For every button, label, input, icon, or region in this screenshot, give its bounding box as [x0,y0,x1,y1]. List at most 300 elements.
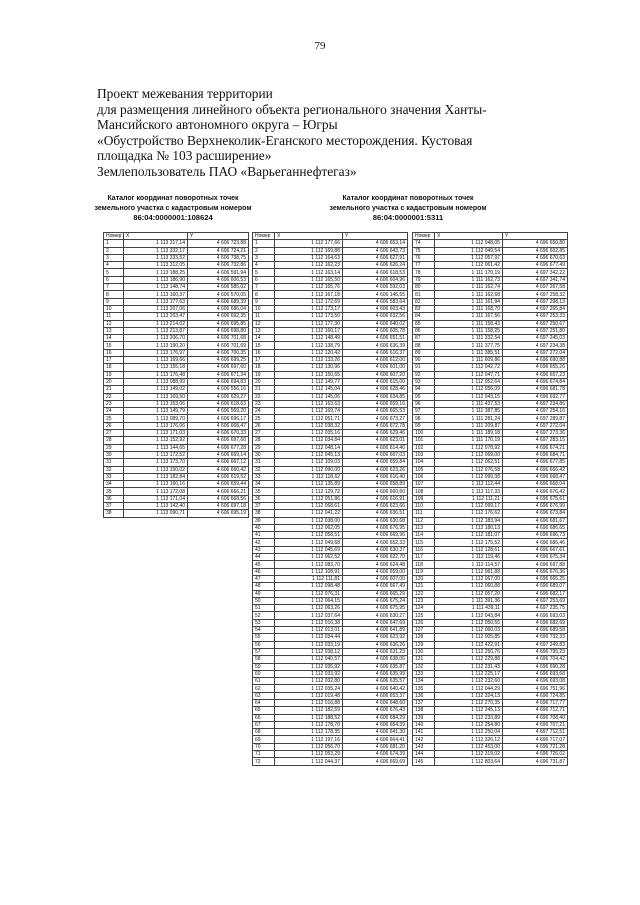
point-number: 3 [253,254,275,261]
table-row [413,386,568,393]
x-coordinate: 1 111 162,68 [435,291,503,298]
x-coordinate: 1 112 034,44 [275,634,343,641]
x-coordinate: 1 111 377,75 [435,342,503,349]
x-coordinate: 1 113 088,99 [124,378,188,385]
point-number: 120 [413,575,435,582]
point-number: 139 [413,714,435,721]
table-row [413,408,568,415]
y-coordinate: 4 606 641,30 [343,729,408,736]
point-number: 28 [104,437,124,444]
y-coordinate: 4 606 635,87 [343,663,408,670]
y-coordinate: 4 606 585,02 [188,284,249,291]
y-coordinate: 4 606 667,12 [188,459,249,466]
table-row [413,561,568,568]
point-number: 94 [413,386,435,393]
x-coordinate: 1 112 038,12 [275,648,343,655]
x-coordinate: 1 112 138,79 [275,342,343,349]
y-coordinate: 4 606 640,02 [343,320,408,327]
point-number: 63 [253,692,275,699]
point-number: 108 [413,488,435,495]
point-number: 126 [413,619,435,626]
x-coordinate: 1 112 135,89 [275,481,343,488]
y-coordinate: 4 606 647,69 [343,619,408,626]
point-number: 125 [413,612,435,619]
point-number: 41 [253,532,275,539]
y-coordinate: 4 697 250,67 [503,320,568,327]
y-coordinate: 4 606 583,64 [343,298,408,305]
y-coordinate: 4 696 689,07 [503,583,568,590]
cadastral-number: 86:04:0000001:108624 [133,213,213,222]
y-coordinate: 4 606 629,27 [188,393,249,400]
y-coordinate: 4 606 667,49 [343,583,408,590]
point-number: 88 [413,342,435,349]
y-coordinate: 4 606 694,83 [188,378,249,385]
point-number: 101 [413,437,435,444]
table-row [253,488,408,495]
point-number: 81 [413,291,435,298]
y-coordinate: 4 696 677,85 [503,459,568,466]
point-number: 87 [413,335,435,342]
catalog-caption-left [88,194,258,223]
point-number: 111 [413,510,435,517]
table-row [253,634,408,641]
point-number: 134 [413,678,435,685]
x-coordinate: 1 112 173,50 [275,313,343,320]
x-coordinate: 1 113 190,20 [124,342,188,349]
y-coordinate: 4 697 245,03 [503,335,568,342]
table-row [253,269,408,276]
y-coordinate: 4 696 693,08 [503,678,568,685]
x-coordinate: 1 112 060,03 [435,627,503,634]
table-row [413,349,568,356]
table-row [253,685,408,692]
x-coordinate: 1 112 035,92 [275,663,343,670]
point-number: 17 [253,357,275,364]
x-coordinate: 1 112 160,17 [275,327,343,334]
point-number: 32 [104,466,124,473]
y-coordinate: 4 696 676,36 [503,568,568,575]
point-number: 21 [253,386,275,393]
y-coordinate: 4 696 795,23 [503,648,568,655]
x-coordinate: 1 112 035,16 [275,430,343,437]
catalog-caption-right [318,194,498,223]
table-row [413,619,568,626]
column-header-y: Y [343,233,408,240]
x-coordinate: 1 112 118,62 [275,473,343,480]
table-row [413,517,568,524]
point-number: 113 [413,524,435,531]
x-coordinate: 1 112 076,58 [435,466,503,473]
column-header-number: Номер [104,233,124,240]
x-coordinate: 1 113 149,02 [124,386,188,393]
table-row [104,364,249,371]
point-number: 33 [253,473,275,480]
y-coordinate: 4 697 342,22 [503,269,568,276]
table-row [104,240,249,247]
point-number: 112 [413,517,435,524]
x-coordinate: 1 112 099,38 [435,473,503,480]
x-coordinate: 1 111 167,56 [435,313,503,320]
table-row [413,247,568,254]
y-coordinate: 4 696 686,65 [503,524,568,531]
table-row [253,663,408,670]
x-coordinate: 1 111 391,36 [435,597,503,604]
y-coordinate: 4 606 677,28 [188,444,249,451]
table-row [253,262,408,269]
table-row [413,327,568,334]
point-number: 95 [413,393,435,400]
x-coordinate: 1 112 098,48 [275,583,343,590]
y-coordinate: 4 606 695,85 [188,320,249,327]
table-row [253,473,408,480]
x-coordinate: 1 112 041,22 [275,510,343,517]
table-row [253,641,408,648]
x-coordinate: 1 112 163,63 [275,400,343,407]
point-number: 9 [253,298,275,305]
x-coordinate: 1 113 090,71 [124,510,188,517]
y-coordinate: 4 696 665,25 [503,575,568,582]
x-coordinate: 1 112 005,85 [435,634,503,641]
point-number: 103 [413,451,435,458]
x-coordinate: 1 112 037,64 [275,612,343,619]
table-row [413,502,568,509]
point-number: 104 [413,459,435,466]
x-coordinate: 1 112 053,29 [275,751,343,758]
x-coordinate: 1 112 042,72 [435,364,503,371]
y-coordinate: 4 696 666,42 [503,466,568,473]
table-row [413,583,568,590]
table-row [413,532,568,539]
x-coordinate: 1 112 120,42 [275,349,343,356]
table-row [253,276,408,283]
table-row [413,437,568,444]
point-number: 72 [253,758,275,765]
table-row [253,408,408,415]
x-coordinate: 1 112 067,00 [435,575,503,582]
table-row [413,670,568,677]
y-coordinate: 4 606 640,42 [343,685,408,692]
table-row [253,670,408,677]
x-coordinate: 1 113 160,37 [124,291,188,298]
table-row [253,729,408,736]
point-number: 35 [253,488,275,495]
table-row [413,678,568,685]
y-coordinate: 4 606 675,95 [343,605,408,612]
table-row [104,284,249,291]
y-coordinate: 4 697 253,69 [503,597,568,604]
y-coordinate: 4 606 631,23 [343,648,408,655]
point-number: 124 [413,605,435,612]
y-coordinate: 4 606 635,57 [343,678,408,685]
point-number: 85 [413,320,435,327]
y-coordinate: 4 606 696,17 [188,415,249,422]
point-number: 89 [413,349,435,356]
y-coordinate: 4 696 670,63 [503,254,568,261]
x-coordinate: 1 113 203,47 [124,313,188,320]
x-coordinate: 1 113 160,16 [124,481,188,488]
point-number: 91 [413,364,435,371]
point-number: 52 [253,612,275,619]
y-coordinate: 4 606 658,89 [343,481,408,488]
x-coordinate: 1 111 170,19 [435,437,503,444]
y-coordinate: 4 696 675,34 [503,554,568,561]
x-coordinate: 1 113 332,17 [124,247,188,254]
point-number: 1 [253,240,275,247]
x-coordinate: 1 112 112,44 [435,481,503,488]
point-number: 137 [413,700,435,707]
table-row [413,714,568,721]
y-coordinate: 4 606 603,43 [343,305,408,312]
y-coordinate: 4 696 693,03 [503,612,568,619]
x-coordinate: 1 113 089,70 [124,415,188,422]
y-coordinate: 4 697 265,84 [503,305,568,312]
y-coordinate: 4 606 648,60 [343,700,408,707]
table-row [413,459,568,466]
x-coordinate: 1 112 057,97 [435,254,503,261]
point-number: 12 [253,320,275,327]
table-row [253,400,408,407]
table-row [413,546,568,553]
point-number: 107 [413,481,435,488]
y-coordinate: 4 697 289,87 [503,415,568,422]
point-number: 59 [253,663,275,670]
table-row [413,758,568,765]
y-coordinate: 4 606 659,16 [343,400,408,407]
x-coordinate: 1 112 453,00 [435,743,503,750]
y-coordinate: 4 696 676,99 [503,502,568,509]
table-row [413,291,568,298]
point-number: 40 [253,524,275,531]
point-number: 42 [253,539,275,546]
y-coordinate: 4 697 258,32 [503,291,568,298]
point-number: 130 [413,648,435,655]
y-coordinate: 4 606 676,95 [343,524,408,531]
table-row [253,721,408,728]
point-number: 26 [253,422,275,429]
y-coordinate: 4 696 682,17 [503,590,568,597]
y-coordinate: 4 606 701,68 [188,335,249,342]
y-coordinate: 4 606 659,00 [343,568,408,575]
point-number: 20 [104,378,124,385]
point-number: 51 [253,605,275,612]
y-coordinate: 4 606 686,04 [188,305,249,312]
x-coordinate: 1 112 062,52 [275,554,343,561]
table-row [413,488,568,495]
y-coordinate: 4 696 724,85 [503,692,568,699]
y-coordinate: 4 697 273,36 [503,430,568,437]
x-coordinate: 1 113 213,87 [124,327,188,334]
point-number: 84 [413,313,435,320]
x-coordinate: 1 113 317,14 [124,240,188,247]
x-coordinate: 1 112 177,66 [275,240,343,247]
point-number: 102 [413,444,435,451]
point-number: 5 [104,269,124,276]
point-number: 4 [104,262,124,269]
y-coordinate: 4 606 605,78 [343,327,408,334]
x-coordinate: 1 112 043,15 [435,393,503,400]
table-row [413,284,568,291]
table-row [104,408,249,415]
x-coordinate: 1 112 163,14 [275,269,343,276]
point-number: 122 [413,590,435,597]
point-number: 110 [413,502,435,509]
table-row [253,437,408,444]
document-title [97,86,557,180]
table-row [253,678,408,685]
table-row [253,378,408,385]
point-number: 11 [104,313,124,320]
y-coordinate: 4 606 684,29 [343,714,408,721]
y-coordinate: 4 697 234,38 [503,342,568,349]
point-number: 28 [253,437,275,444]
table-row [253,714,408,721]
coordinates-table-1 [103,232,249,518]
x-coordinate: 1 112 326,12 [435,736,503,743]
table-row [253,305,408,312]
table-row [253,524,408,531]
point-number: 83 [413,305,435,312]
x-coordinate: 1 112 181,07 [435,532,503,539]
y-coordinate: 4 606 672,78 [343,422,408,429]
table-row [104,313,249,320]
x-coordinate: 1 113 333,52 [124,254,188,261]
point-number: 80 [413,284,435,291]
y-coordinate: 4 606 618,63 [188,400,249,407]
x-coordinate: 1 112 164,63 [275,254,343,261]
table-row [253,327,408,334]
table-row [413,627,568,634]
y-coordinate: 4 697 272,04 [503,422,568,429]
x-coordinate: 1 112 060,88 [435,583,503,590]
table-row [253,502,408,509]
table-row [104,422,249,429]
y-coordinate: 4 606 615,00 [343,378,408,385]
point-number: 116 [413,546,435,553]
x-coordinate: 1 112 803,64 [435,758,503,765]
y-coordinate: 4 606 628,46 [343,386,408,393]
point-number: 23 [104,400,124,407]
point-number: 86 [413,327,435,334]
point-number: 142 [413,736,435,743]
x-coordinate: 1 112 231,43 [435,663,503,670]
point-number: 38 [253,510,275,517]
table-row [413,378,568,385]
table-row [413,451,568,458]
x-coordinate: 1 113 153,06 [124,400,188,407]
table-row [413,473,568,480]
x-coordinate: 1 112 048,05 [435,240,503,247]
table-row [413,663,568,670]
x-coordinate: 1 112 045,69 [275,546,343,553]
catalog-caption-line: земельного участка с кадастровым номером [94,204,252,212]
y-coordinate: 4 606 618,53 [343,269,408,276]
point-number: 36 [253,495,275,502]
y-coordinate: 4 606 701,69 [188,342,249,349]
x-coordinate: 1 112 047,71 [435,371,503,378]
table-row [104,444,249,451]
table-row [104,386,249,393]
x-coordinate: 1 112 145,04 [275,386,343,393]
y-coordinate: 4 606 653,14 [343,240,408,247]
point-number: 8 [104,291,124,298]
table-row [413,305,568,312]
y-coordinate: 4 696 731,87 [503,758,568,765]
table-row [253,510,408,517]
y-coordinate: 4 697 272,04 [503,349,568,356]
point-number: 13 [104,327,124,334]
x-coordinate: 1 112 063,26 [275,605,343,612]
y-coordinate: 4 606 668,47 [188,422,249,429]
y-coordinate: 4 697 251,80 [503,327,568,334]
table-row [104,357,249,364]
y-coordinate: 4 606 624,48 [343,561,408,568]
point-number: 30 [253,451,275,458]
y-coordinate: 4 606 668,56 [188,495,249,502]
x-coordinate: 1 112 052,64 [435,378,503,385]
point-number: 58 [253,656,275,663]
point-number: 47 [253,575,275,582]
point-number: 12 [104,320,124,327]
y-coordinate: 4 606 606,53 [188,276,249,283]
table-row [413,415,568,422]
y-coordinate: 4 697 283,15 [503,437,568,444]
point-number: 92 [413,371,435,378]
column-header-x: X [275,233,343,240]
y-coordinate: 4 696 707,21 [503,721,568,728]
point-number: 67 [253,721,275,728]
y-coordinate: 4 696 697,88 [503,561,568,568]
point-number: 19 [253,371,275,378]
x-coordinate: 1 112 108,91 [275,568,343,575]
x-coordinate: 1 112 019,48 [275,692,343,699]
point-number: 61 [253,678,275,685]
x-coordinate: 1 113 188,25 [124,269,188,276]
y-coordinate: 4 606 616,91 [343,495,408,502]
point-number: 136 [413,692,435,699]
x-coordinate: 1 112 176,62 [435,510,503,517]
table-row [253,707,408,714]
x-coordinate: 1 112 145,06 [275,393,343,400]
table-row [104,437,249,444]
x-coordinate: 1 112 051,86 [275,495,343,502]
cadastral-number: 86:04:0000001:5311 [372,213,444,222]
x-coordinate: 1 112 111,21 [435,495,503,502]
point-number: 90 [413,357,435,364]
title-line: Землепользователь ПАО «Варьеганнефтегаз» [97,163,357,179]
y-coordinate: 4 697 235,75 [503,605,568,612]
y-coordinate: 4 696 721,28 [503,743,568,750]
x-coordinate: 1 113 214,02 [124,320,188,327]
table-row [253,459,408,466]
point-number: 144 [413,751,435,758]
point-number: 37 [253,502,275,509]
table-row [253,349,408,356]
x-coordinate: 1 111 158,43 [435,320,503,327]
title-line: для размещения линейного объекта регионального значения Ханты- [97,101,487,117]
x-coordinate: 1 112 169,88 [275,247,343,254]
point-number: 45 [253,561,275,568]
point-number: 34 [253,481,275,488]
x-coordinate: 1 112 040,57 [275,656,343,663]
table-row [253,583,408,590]
table-row [253,546,408,553]
y-coordinate: 4 606 654,39 [343,721,408,728]
point-number: 109 [413,495,435,502]
point-number: 117 [413,554,435,561]
y-coordinate: 4 606 629,46 [343,430,408,437]
table-row [104,502,249,509]
x-coordinate: 1 112 061,42 [435,262,503,269]
